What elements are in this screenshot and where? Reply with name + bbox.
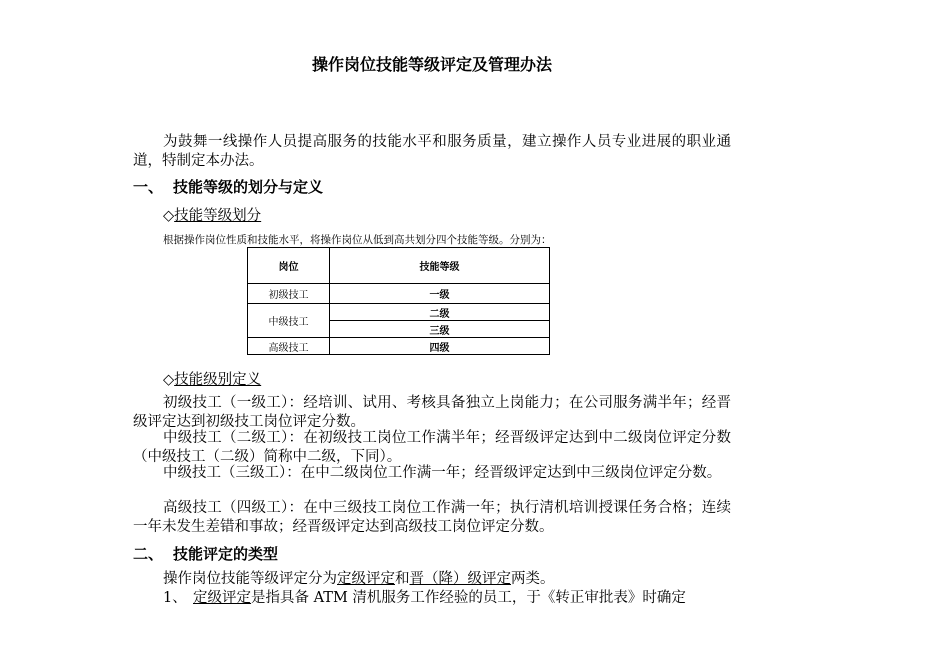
- table-cell-post: 初级技工: [248, 284, 330, 304]
- table-header-post: 岗位: [248, 248, 330, 284]
- subsection-label: 技能级别定义: [174, 372, 262, 388]
- section1-title: 技能等级的划分与定义: [173, 178, 324, 196]
- table-cell-grade: 一级: [330, 284, 550, 304]
- table-cell-grade: 四级: [330, 338, 550, 355]
- grade-note: 根据操作岗位性质和技能水平，将操作岗位从低到高共划分四个技能等级。分别为：: [163, 234, 552, 246]
- table-row: [248, 304, 550, 321]
- subsection-grade-definition: [163, 368, 261, 389]
- page-title: 操作岗位技能等级评定及管理办法: [311, 55, 552, 74]
- subsection-grade-division: [163, 204, 261, 225]
- section2-title: 技能评定的类型: [173, 545, 279, 563]
- table-cell-post: 中级技工: [248, 304, 330, 338]
- table-row: [248, 338, 550, 355]
- table-row: [248, 284, 550, 304]
- list-item-number: 1、: [163, 590, 187, 606]
- definition-paragraph: 高级技工（四级工）：在中三级技工岗位工作满一年；执行清机培训授课任务合格；连续一年未发生差错和事故；经晋级评定达到高级技工岗位评定分数。: [133, 500, 731, 535]
- table-cell-grade: 二级: [330, 304, 550, 321]
- list-item: [163, 589, 731, 608]
- text-span: 操作岗位技能等级评定分为: [163, 571, 337, 587]
- term-grade-setting: 定级评定: [337, 571, 395, 587]
- table-cell-grade: 三级: [330, 321, 550, 338]
- text-span: 和: [395, 571, 410, 587]
- diamond-bullet-icon: ◇: [163, 208, 175, 224]
- term-promotion-evaluation: 晋（降）级评定: [409, 571, 511, 587]
- definition-paragraph: 中级技工（二级工）：在初级技工岗位工作满半年；经晋级评定达到中二级岗位评定分数（中级技工（二级）简称中二级，下同）。: [133, 430, 731, 465]
- section1-heading: [133, 176, 323, 197]
- text-span: 两类。: [511, 571, 555, 587]
- table-header-row: [248, 248, 550, 284]
- section1-number: 一、: [133, 178, 164, 196]
- subsection-label: 技能等级划分: [174, 208, 262, 224]
- section2-number: 二、: [133, 545, 164, 563]
- evaluation-types-paragraph: [133, 570, 731, 589]
- list-item-text: 是指具备 ATM 清机服务工作经验的员工，于《转正审批表》时确定: [251, 590, 686, 606]
- intro-paragraph: 为鼓舞一线操作人员提高服务的技能水平和服务质量，建立操作人员专业进展的职业通道，特制定本办法。: [133, 134, 731, 169]
- diamond-bullet-icon: ◇: [163, 372, 175, 388]
- table-header-grade: 技能等级: [330, 248, 550, 284]
- term-grade-setting: 定级评定: [193, 590, 251, 606]
- grade-table: [247, 247, 550, 355]
- section2-heading: [133, 543, 278, 564]
- definition-paragraph: 中级技工（三级工）：在中二级岗位工作满一年；经晋级评定达到中三级岗位评定分数。: [163, 465, 722, 481]
- table-cell-post: 高级技工: [248, 338, 330, 355]
- definition-paragraph: 初级技工（一级工）：经培训、试用、考核具备独立上岗能力；在公司服务满半年；经晋级评定达到初级技工岗位评定分数。: [133, 395, 731, 430]
